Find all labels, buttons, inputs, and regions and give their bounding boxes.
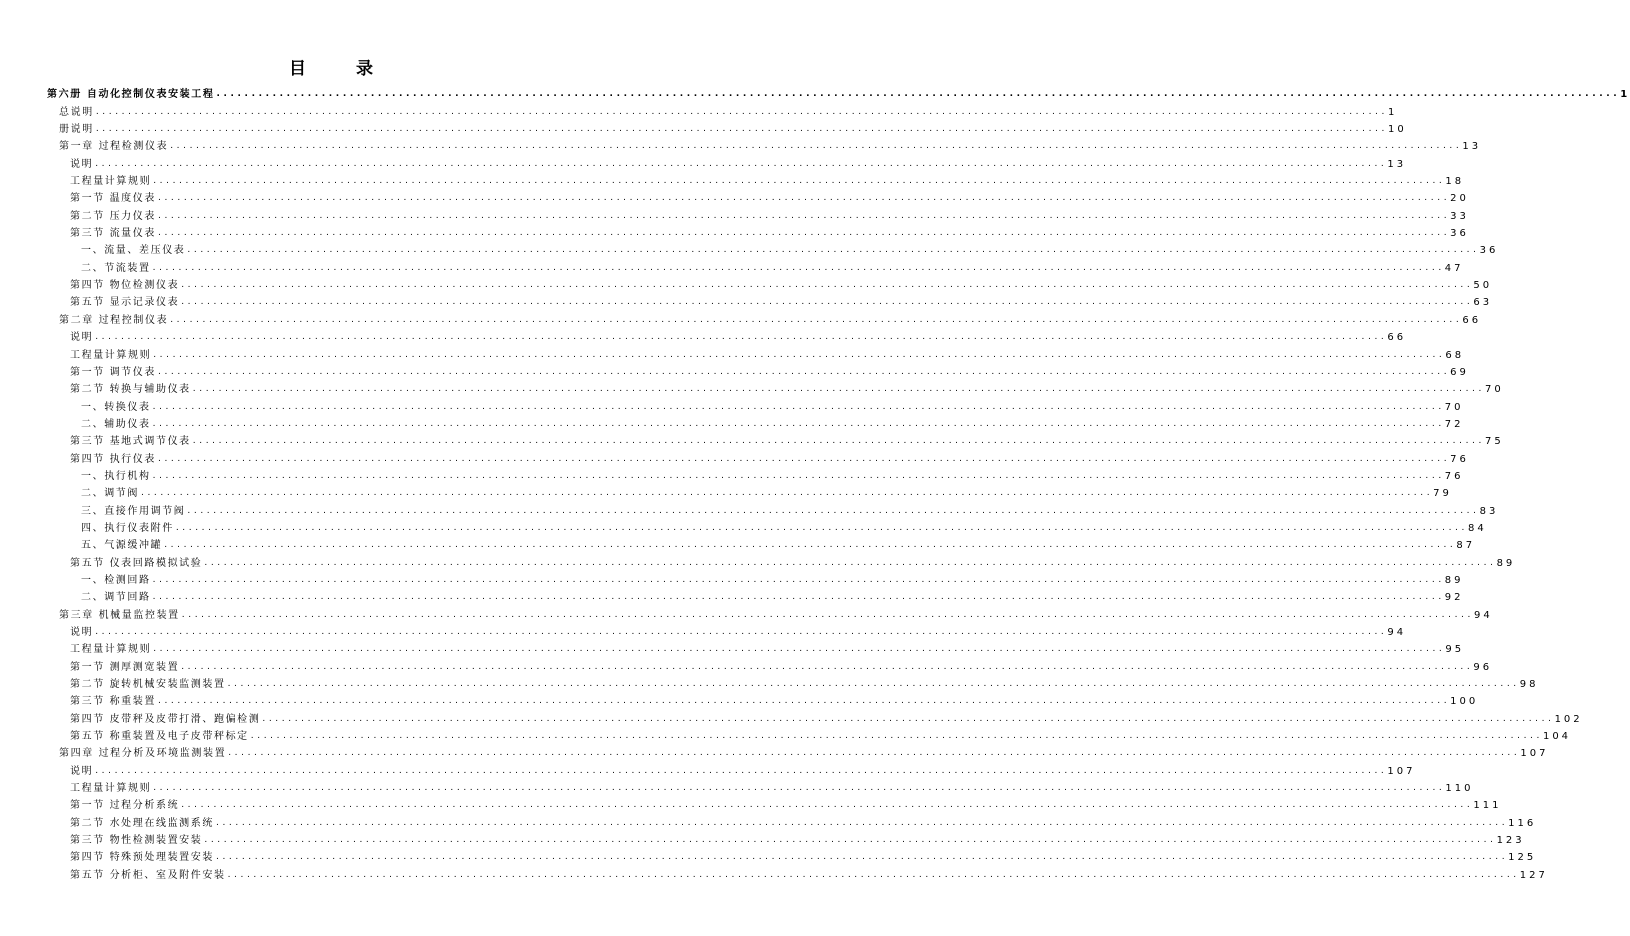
dot-leader: ........................................................................................................................................................................................................	[152, 592, 1445, 603]
toc-entry[interactable]	[0, 240, 1499, 257]
toc-entry[interactable]	[0, 171, 1465, 188]
toc-entry-title: 第一节 调节仪表	[70, 366, 156, 378]
toc-entry[interactable]	[0, 743, 1549, 760]
dot-leader: ........................................................................................................................................................................................................	[227, 679, 1520, 690]
dot-leader: ........................................................................................................................................................................................................	[95, 765, 1388, 776]
dot-leader: ........................................................................................................................................................................................................	[141, 488, 1434, 499]
toc-page-number: 102	[1554, 713, 1583, 725]
toc-entry[interactable]	[0, 257, 1464, 274]
dot-leader: ........................................................................................................................................................................................................	[152, 470, 1445, 481]
toc-entry-title: 二、调节阀	[81, 488, 139, 500]
toc-entry[interactable]	[0, 830, 1525, 847]
toc-entry[interactable]	[0, 309, 1482, 326]
toc-entry[interactable]	[0, 812, 1537, 829]
toc-entry-title: 二、节流装置	[81, 262, 151, 274]
toc-entry[interactable]	[0, 101, 1398, 118]
dot-leader: ........................................................................................................................................................................................................	[181, 661, 1474, 672]
toc-entry[interactable]	[0, 431, 1504, 448]
toc-page-number: 110	[1445, 783, 1474, 795]
toc-entry-title: 第三节 基地式调节仪表	[70, 436, 191, 448]
toc-entry[interactable]	[0, 153, 1407, 170]
dot-leader: ........................................................................................................................................................................................................	[204, 835, 1497, 846]
toc-entry[interactable]	[0, 275, 1493, 292]
dot-leader: ........................................................................................................................................................................................................	[95, 106, 1388, 117]
toc-entry[interactable]	[0, 760, 1416, 777]
toc-entry[interactable]	[0, 639, 1465, 656]
toc-page-number: 98	[1519, 679, 1539, 691]
dot-leader: ........................................................................................................................................................................................................	[152, 401, 1445, 412]
toc-page-number: 70	[1444, 401, 1464, 413]
toc-page-number: 95	[1445, 644, 1465, 656]
toc-entry[interactable]	[0, 795, 1502, 812]
dot-leader: ........................................................................................................................................................................................................	[181, 800, 1474, 811]
toc-entry[interactable]	[0, 344, 1465, 361]
dot-leader: ........................................................................................................................................................................................................	[95, 627, 1388, 637]
dot-leader: ........................................................................................................................................................................................................	[152, 262, 1445, 273]
toc-page-number: 75	[1484, 436, 1504, 448]
toc-entry-title: 册说明	[59, 124, 94, 136]
toc-page-number: 94	[1387, 627, 1407, 638]
toc-entry-title: 第三节 物性检测装置安装	[70, 835, 203, 847]
dot-leader: ........................................................................................................................................................................................................	[192, 436, 1485, 447]
toc-entry-title: 第三章 机械量监控装置	[59, 609, 180, 621]
dot-leader: ........................................................................................................................................................................................................	[95, 158, 1388, 169]
toc-entry-title: 一、流量、差压仪表	[81, 245, 186, 257]
toc-entry-title: 一、检测回路	[81, 574, 151, 586]
dot-leader: ........................................................................................................................................................................................................	[157, 366, 1451, 377]
toc-entry[interactable]	[0, 119, 1407, 136]
dot-leader: ........................................................................................................................................................................................................	[153, 349, 1446, 360]
toc-entry-title: 第四节 特殊预处理装置安装	[70, 852, 214, 864]
toc-page-number: 92	[1444, 592, 1464, 604]
toc-entry[interactable]	[0, 535, 1476, 552]
toc-page-number: 36	[1479, 245, 1499, 257]
toc-page-number: 104	[1542, 731, 1572, 743]
toc-entry-title: 五、气源缓冲罐	[81, 540, 163, 552]
dot-leader: ........................................................................................................................................................................................................	[227, 869, 1520, 880]
toc-entry[interactable]	[0, 396, 1464, 413]
toc-entry[interactable]	[0, 414, 1464, 431]
dot-leader: ........................................................................................................................................................................................................	[153, 176, 1446, 187]
toc-entry[interactable]	[0, 327, 1407, 344]
toc-entry-title: 第二节 转换与辅助仪表	[70, 384, 191, 396]
toc-entry[interactable]	[0, 691, 1479, 708]
toc-page-number: 76	[1444, 470, 1464, 482]
table-of-contents	[0, 84, 1630, 882]
toc-page-number: 20	[1450, 193, 1469, 205]
toc-page-number: 84	[1467, 522, 1487, 534]
toc-entry[interactable]	[0, 864, 1548, 881]
toc-page-number: 13	[1462, 141, 1482, 153]
dot-leader: ........................................................................................................................................................................................................	[157, 193, 1451, 204]
dot-leader: ........................................................................................................................................................................................................	[164, 540, 1457, 551]
toc-entry-title: 工程量计算规则	[70, 349, 152, 361]
dot-leader: ........................................................................................................................................................................................................	[157, 453, 1451, 464]
toc-entry-title: 第四节 执行仪表	[70, 453, 156, 465]
toc-page-number: 107	[1520, 748, 1549, 760]
toc-entry-title: 第一节 温度仪表	[70, 193, 156, 205]
toc-entry-title: 第一节 测厚测宽装置	[70, 661, 180, 673]
dot-leader: ........................................................................................................................................................................................................	[192, 384, 1485, 395]
toc-page-number: 125	[1508, 852, 1537, 864]
toc-entry[interactable]	[0, 622, 1407, 639]
toc-entry-title: 工程量计算规则	[70, 644, 152, 656]
toc-entry-title: 二、调节回路	[81, 592, 151, 604]
dot-leader: ........................................................................................................................................................................................................	[187, 245, 1480, 256]
toc-entry-title: 第五节 分析柜、室及附件安装	[70, 869, 226, 881]
page-title: 目 录	[289, 59, 395, 79]
toc-entry-title: 一、转换仪表	[81, 401, 151, 413]
toc-entry-title: 第二节 水处理在线监测系统	[70, 817, 214, 829]
toc-entry-title: 第四章 过程分析及环境监测装置	[59, 748, 227, 760]
toc-entry-title: 第一章 过程检测仪表	[59, 141, 169, 153]
toc-entry-title: 第一节 过程分析系统	[70, 800, 180, 812]
toc-entry-title: 三、直接作用调节阀	[81, 505, 186, 517]
dot-leader: ........................................................................................................................................................................................................	[216, 89, 1621, 100]
toc-entry-title: 说明	[70, 158, 94, 170]
toc-page-number: 89	[1496, 557, 1516, 569]
toc-entry[interactable]	[0, 587, 1464, 604]
toc-entry[interactable]	[0, 656, 1493, 673]
toc-entry-title: 工程量计算规则	[70, 783, 152, 795]
toc-entry[interactable]	[0, 726, 1572, 743]
toc-entry[interactable]	[0, 708, 1583, 725]
toc-entry[interactable]	[0, 570, 1464, 587]
toc-entry-title: 说明	[70, 627, 94, 638]
toc-page-number: 127	[1519, 869, 1548, 881]
toc-entry-title: 说明	[70, 765, 94, 777]
toc-entry[interactable]	[0, 518, 1487, 535]
toc-page-number: 96	[1473, 661, 1493, 673]
toc-entry[interactable]	[0, 778, 1474, 795]
toc-page-number: 94	[1473, 609, 1493, 621]
toc-page-number: 63	[1473, 297, 1493, 309]
toc-entry[interactable]	[0, 379, 1504, 396]
toc-entry-title: 第四节 皮带秤及皮带打滑、跑偏检测	[70, 713, 261, 725]
toc-page-number: 47	[1444, 262, 1464, 274]
dot-leader: ........................................................................................................................................................................................................	[157, 696, 1451, 707]
toc-entry-title: 第四节 物位检测仪表	[70, 280, 180, 292]
dot-leader: ........................................................................................................................................................................................................	[262, 713, 1555, 724]
dot-leader: ........................................................................................................................................................................................................	[95, 124, 1388, 135]
toc-entry-title: 第五节 显示记录仪表	[70, 297, 180, 309]
dot-leader: ........................................................................................................................................................................................................	[215, 817, 1509, 828]
toc-entry-title: 一、执行机构	[81, 470, 151, 482]
toc-page-number: 70	[1484, 384, 1504, 396]
toc-entry-title: 工程量计算规则	[70, 176, 152, 188]
dot-leader: ........................................................................................................................................................................................................	[152, 418, 1445, 429]
toc-page-number: 50	[1473, 280, 1493, 292]
toc-page-number: 116	[1508, 817, 1537, 829]
toc-entry[interactable]	[0, 205, 1469, 222]
toc-entry[interactable]	[0, 136, 1482, 153]
toc-entry-title: 四、执行仪表附件	[81, 522, 174, 534]
dot-leader: ........................................................................................................................................................................................................	[153, 783, 1446, 794]
toc-page-number: 33	[1450, 210, 1469, 222]
toc-entry-title: 说明	[70, 332, 94, 344]
toc-entry-title: 第三节 流量仪表	[70, 228, 156, 240]
dot-leader: ........................................................................................................................................................................................................	[204, 557, 1497, 568]
dot-leader: ........................................................................................................................................................................................................	[215, 852, 1509, 863]
toc-entry[interactable]	[0, 292, 1493, 309]
toc-page-number: 1	[1387, 106, 1398, 118]
dot-leader: ........................................................................................................................................................................................................	[181, 297, 1474, 308]
toc-page-number: 1	[1620, 89, 1630, 101]
toc-page-number: 89	[1444, 574, 1464, 586]
toc-entry[interactable]	[0, 552, 1516, 569]
dot-leader: ........................................................................................................................................................................................................	[250, 731, 1543, 742]
dot-leader: ........................................................................................................................................................................................................	[228, 748, 1521, 759]
dot-leader: ........................................................................................................................................................................................................	[157, 210, 1451, 221]
toc-entry[interactable]	[0, 604, 1493, 621]
toc-entry[interactable]	[0, 674, 1539, 691]
toc-page-number: 36	[1450, 228, 1469, 240]
toc-page-number: 83	[1479, 505, 1499, 517]
toc-page-number: 66	[1387, 332, 1407, 344]
toc-page-number: 68	[1445, 349, 1465, 361]
dot-leader: ........................................................................................................................................................................................................	[170, 141, 1463, 152]
toc-entry-title: 第二章 过程控制仪表	[59, 314, 169, 326]
toc-page-number: 69	[1450, 366, 1469, 378]
toc-page-number: 18	[1445, 176, 1465, 188]
toc-entry-title: 第二节 旋转机械安装监测装置	[70, 679, 226, 691]
toc-entry[interactable]	[0, 483, 1452, 500]
toc-entry-title: 第五节 仪表回路模拟试验	[70, 557, 203, 569]
toc-entry-title: 总说明	[59, 106, 94, 118]
toc-entry-title: 第五节 称重装置及电子皮带秤标定	[70, 731, 249, 743]
dot-leader: ........................................................................................................................................................................................................	[181, 609, 1474, 620]
dot-leader: ........................................................................................................................................................................................................	[157, 228, 1451, 239]
toc-page-number: 10	[1387, 124, 1407, 136]
dot-leader: ........................................................................................................................................................................................................	[187, 505, 1480, 516]
toc-entry-title: 第二节 压力仪表	[70, 210, 156, 222]
toc-entry[interactable]	[0, 84, 1630, 101]
toc-entry[interactable]	[0, 466, 1464, 483]
toc-entry-title: 第三节 称重装置	[70, 696, 156, 708]
toc-entry-title: 二、辅助仪表	[81, 418, 151, 430]
toc-entry[interactable]	[0, 500, 1499, 517]
toc-entry[interactable]	[0, 362, 1469, 379]
toc-page-number: 100	[1450, 696, 1479, 708]
toc-entry[interactable]	[0, 448, 1469, 465]
toc-entry[interactable]	[0, 847, 1537, 864]
dot-leader: ........................................................................................................................................................................................................	[153, 644, 1446, 655]
toc-page-number: 111	[1473, 800, 1502, 812]
dot-leader: ........................................................................................................................................................................................................	[95, 332, 1388, 343]
toc-page-number: 76	[1450, 453, 1469, 465]
dot-leader: ........................................................................................................................................................................................................	[175, 522, 1468, 533]
dot-leader: ........................................................................................................................................................................................................	[152, 574, 1445, 585]
toc-page-number: 13	[1387, 158, 1407, 170]
toc-page-number: 72	[1444, 418, 1464, 430]
toc-page-number: 107	[1387, 765, 1416, 777]
toc-page-number: 87	[1456, 540, 1476, 552]
toc-entry[interactable]	[0, 223, 1469, 240]
toc-entry-title: 第六册 自动化控制仪表安装工程	[47, 89, 215, 101]
dot-leader: ........................................................................................................................................................................................................	[181, 280, 1474, 291]
toc-page-number: 66	[1462, 314, 1482, 326]
toc-page-number: 123	[1496, 835, 1525, 847]
toc-page-number: 79	[1433, 488, 1452, 500]
dot-leader: ........................................................................................................................................................................................................	[170, 314, 1463, 325]
toc-entry[interactable]	[0, 188, 1469, 205]
